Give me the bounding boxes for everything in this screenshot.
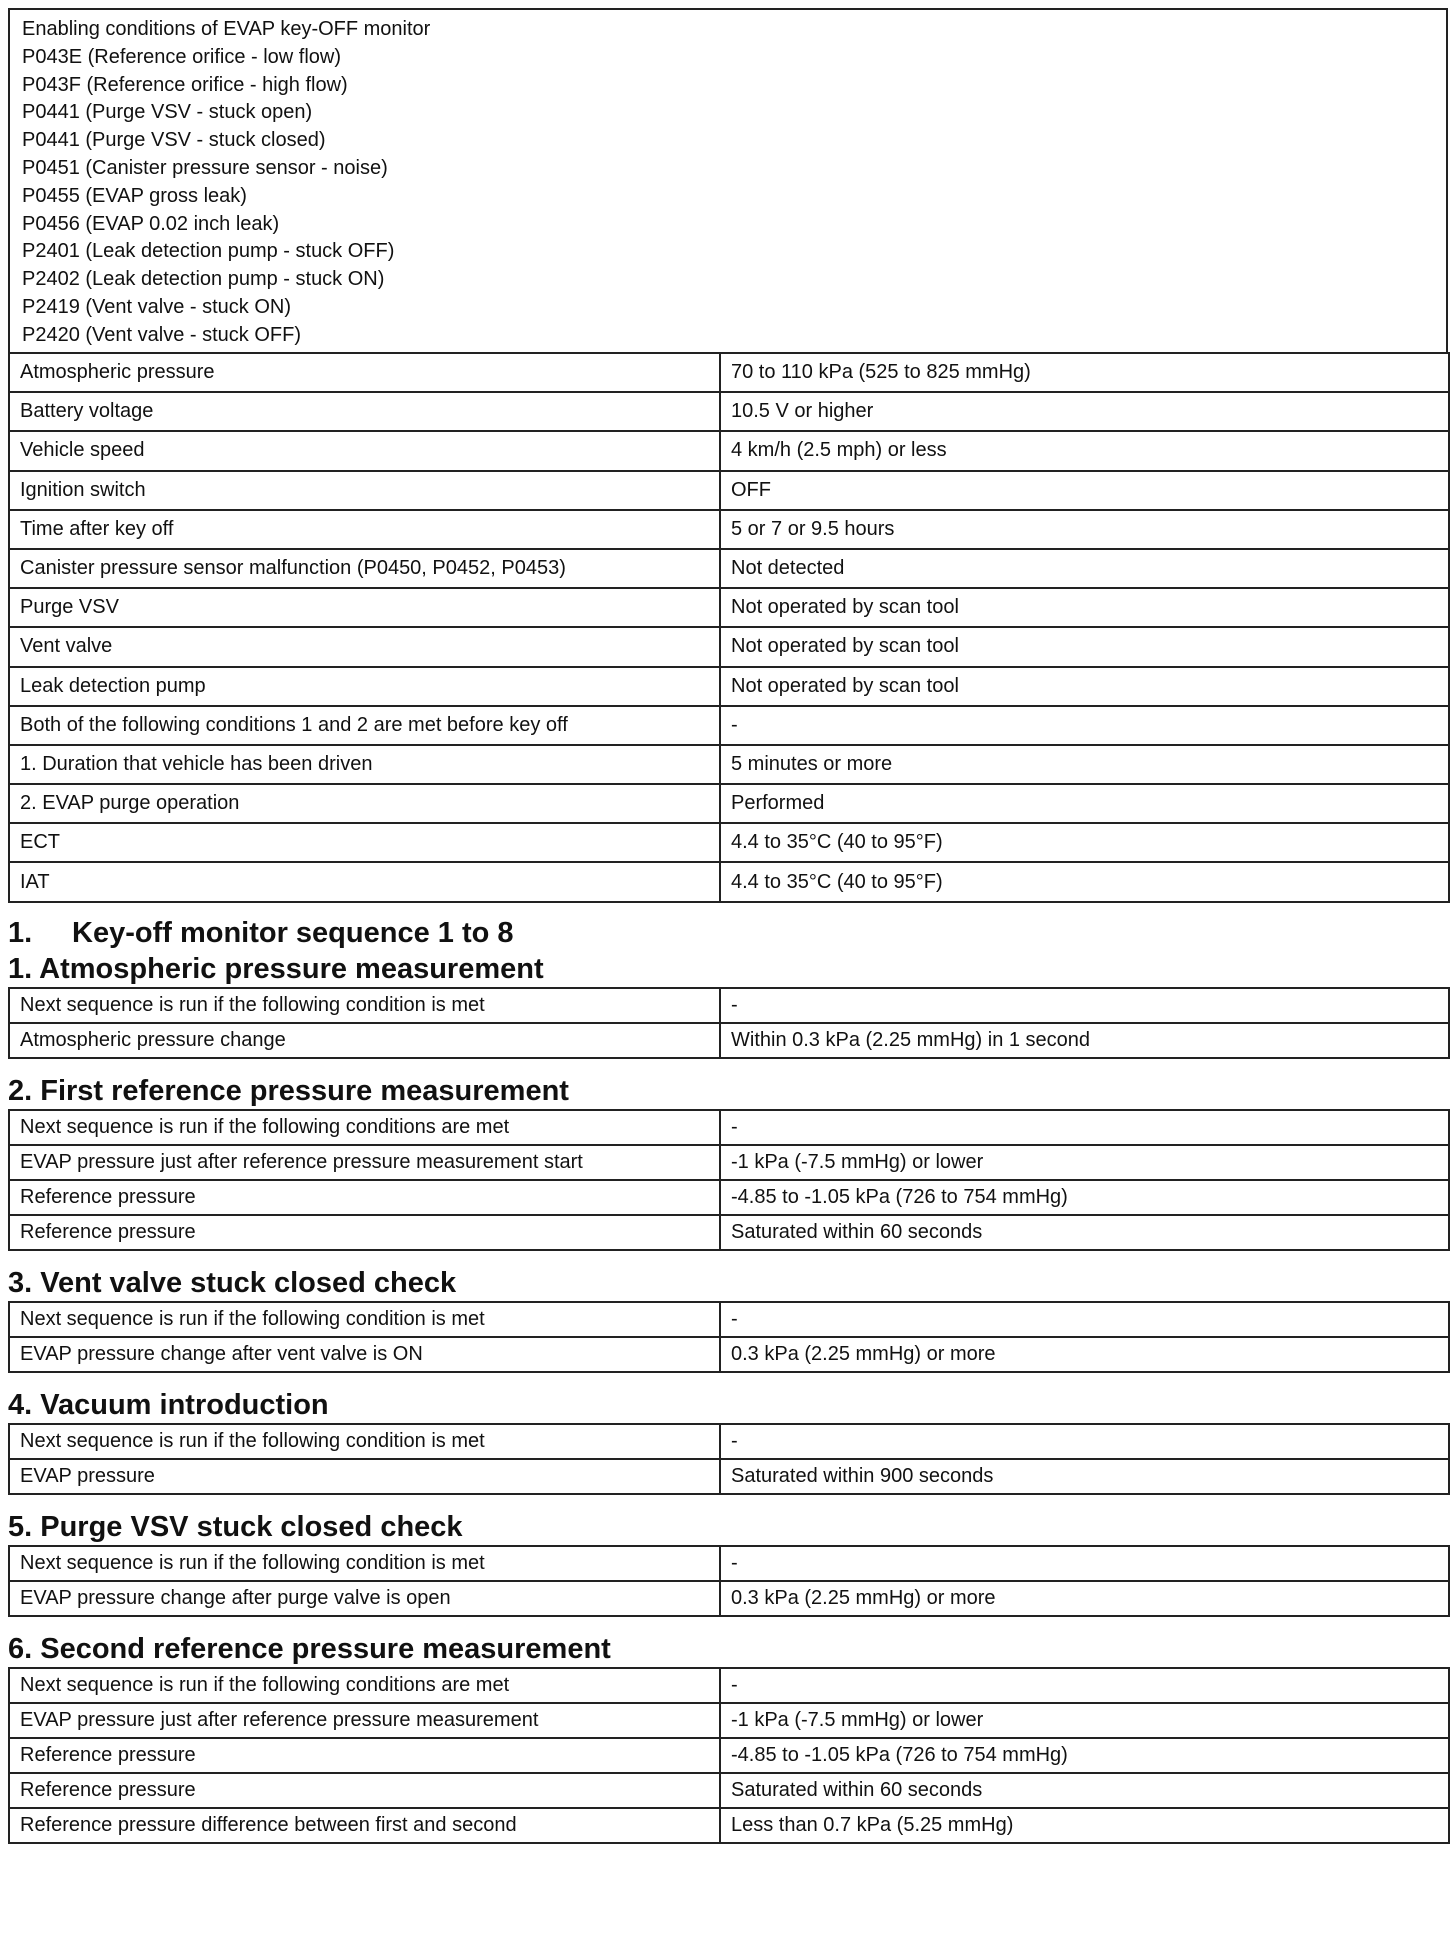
table-row bbox=[9, 431, 1449, 470]
condition-cell: 2. EVAP purge operation bbox=[9, 784, 720, 823]
main-title-number: 1. bbox=[8, 916, 33, 949]
dtc-code-line: P2419 (Vent valve - stuck ON) bbox=[22, 295, 292, 318]
value-cell: - bbox=[720, 1302, 1449, 1337]
value-cell: 4.4 to 35°C (40 to 95°F) bbox=[720, 862, 1449, 901]
section-spacer bbox=[8, 1251, 1448, 1265]
condition-cell: Ignition switch bbox=[9, 471, 720, 510]
value-cell: -1 kPa (-7.5 mmHg) or lower bbox=[720, 1703, 1449, 1738]
value-cell: Saturated within 900 seconds bbox=[720, 1459, 1449, 1494]
condition-cell: Next sequence is run if the following conditions are met bbox=[9, 1110, 720, 1145]
section-table bbox=[8, 1109, 1450, 1251]
condition-cell: Battery voltage bbox=[9, 392, 720, 431]
condition-cell: Time after key off bbox=[9, 510, 720, 549]
document-page bbox=[8, 8, 1448, 1844]
condition-cell: Vent valve bbox=[9, 627, 720, 666]
value-cell: 0.3 kPa (2.25 mmHg) or more bbox=[720, 1337, 1449, 1372]
value-cell: -1 kPa (-7.5 mmHg) or lower bbox=[720, 1145, 1449, 1180]
dtc-code-list bbox=[22, 44, 1434, 350]
value-cell: - bbox=[720, 1668, 1449, 1703]
condition-cell: Purge VSV bbox=[9, 588, 720, 627]
dtc-code-line: P0456 (EVAP 0.02 inch leak) bbox=[22, 212, 280, 235]
value-cell: Not detected bbox=[720, 549, 1449, 588]
condition-cell: 1. Duration that vehicle has been driven bbox=[9, 745, 720, 784]
condition-cell: Atmospheric pressure change bbox=[9, 1023, 720, 1058]
enabling-heading: Enabling conditions of EVAP key-OFF monitor bbox=[22, 18, 431, 40]
section-title: 6. Second reference pressure measurement bbox=[8, 1632, 611, 1665]
condition-cell: Reference pressure difference between first and second bbox=[9, 1808, 720, 1843]
condition-cell: EVAP pressure just after reference pressure measurement bbox=[9, 1703, 720, 1738]
enabling-conditions-table bbox=[8, 352, 1450, 903]
section-title: 3. Vent valve stuck closed check bbox=[8, 1266, 457, 1299]
table-row bbox=[9, 1581, 1449, 1616]
condition-cell: Canister pressure sensor malfunction (P0450, P0452, P0453) bbox=[9, 549, 720, 588]
condition-cell: Both of the following conditions 1 and 2 are met before key off bbox=[9, 706, 720, 745]
value-cell: - bbox=[720, 1110, 1449, 1145]
condition-cell: Atmospheric pressure bbox=[9, 353, 720, 392]
dtc-code-line: P0441 (Purge VSV - stuck closed) bbox=[22, 129, 326, 152]
value-cell: Not operated by scan tool bbox=[720, 588, 1449, 627]
section-table bbox=[8, 1545, 1450, 1617]
section-spacer bbox=[8, 1059, 1448, 1073]
main-title-text: Key-off monitor sequence 1 to 8 bbox=[72, 916, 514, 949]
table-row bbox=[9, 392, 1449, 431]
table-row bbox=[9, 471, 1449, 510]
section-title: 4. Vacuum introduction bbox=[8, 1388, 329, 1421]
section-title: 2. First reference pressure measurement bbox=[8, 1074, 569, 1107]
section-title: 5. Purge VSV stuck closed check bbox=[8, 1510, 463, 1543]
condition-cell: EVAP pressure bbox=[9, 1459, 720, 1494]
value-cell: 4.4 to 35°C (40 to 95°F) bbox=[720, 823, 1449, 862]
value-cell: 10.5 V or higher bbox=[720, 392, 1449, 431]
table-row bbox=[9, 549, 1449, 588]
condition-cell: Next sequence is run if the following condition is met bbox=[9, 1424, 720, 1459]
section-spacer bbox=[8, 1495, 1448, 1509]
table-row bbox=[9, 1546, 1449, 1581]
table-row bbox=[9, 1337, 1449, 1372]
value-cell: Saturated within 60 seconds bbox=[720, 1215, 1449, 1250]
value-cell: 0.3 kPa (2.25 mmHg) or more bbox=[720, 1581, 1449, 1616]
value-cell: 5 or 7 or 9.5 hours bbox=[720, 510, 1449, 549]
table-row bbox=[9, 510, 1449, 549]
table-row bbox=[9, 1668, 1449, 1703]
table-row bbox=[9, 745, 1449, 784]
section-table bbox=[8, 1301, 1450, 1373]
condition-cell: Reference pressure bbox=[9, 1738, 720, 1773]
dtc-code-line: P0455 (EVAP gross leak) bbox=[22, 184, 247, 207]
condition-cell: Vehicle speed bbox=[9, 431, 720, 470]
table-row bbox=[9, 1773, 1449, 1808]
table-row bbox=[9, 784, 1449, 823]
value-cell: Less than 0.7 kPa (5.25 mmHg) bbox=[720, 1808, 1449, 1843]
dtc-code-line: P2402 (Leak detection pump - stuck ON) bbox=[22, 268, 385, 291]
sequence-sections bbox=[8, 951, 1448, 1844]
value-cell: Saturated within 60 seconds bbox=[720, 1773, 1449, 1808]
dtc-code-line: P2420 (Vent valve - stuck OFF) bbox=[22, 323, 301, 346]
dtc-code-line: P043E (Reference orifice - low flow) bbox=[22, 45, 342, 68]
value-cell: Within 0.3 kPa (2.25 mmHg) in 1 second bbox=[720, 1023, 1449, 1058]
table-row bbox=[9, 588, 1449, 627]
value-cell: 4 km/h (2.5 mph) or less bbox=[720, 431, 1449, 470]
table-row bbox=[9, 823, 1449, 862]
sequence-main-title bbox=[8, 915, 1448, 951]
value-cell: Not operated by scan tool bbox=[720, 667, 1449, 706]
value-cell: Performed bbox=[720, 784, 1449, 823]
value-cell: - bbox=[720, 988, 1449, 1023]
value-cell: - bbox=[720, 1424, 1449, 1459]
condition-cell: Leak detection pump bbox=[9, 667, 720, 706]
value-cell: -4.85 to -1.05 kPa (726 to 754 mmHg) bbox=[720, 1180, 1449, 1215]
condition-cell: EVAP pressure change after purge valve is open bbox=[9, 1581, 720, 1616]
section-spacer bbox=[8, 1617, 1448, 1631]
table-row bbox=[9, 1703, 1449, 1738]
section-table bbox=[8, 1423, 1450, 1495]
table-row bbox=[9, 627, 1449, 666]
condition-cell: ECT bbox=[9, 823, 720, 862]
section-title: 1. Atmospheric pressure measurement bbox=[8, 952, 544, 985]
condition-cell: Next sequence is run if the following condition is met bbox=[9, 1302, 720, 1337]
value-cell: - bbox=[720, 1546, 1449, 1581]
condition-cell: Next sequence is run if the following condition is met bbox=[9, 1546, 720, 1581]
table-row bbox=[9, 1110, 1449, 1145]
table-row bbox=[9, 353, 1449, 392]
section-table bbox=[8, 1667, 1450, 1844]
table-row bbox=[9, 1180, 1449, 1215]
dtc-code-line: P2401 (Leak detection pump - stuck OFF) bbox=[22, 240, 395, 263]
value-cell: OFF bbox=[720, 471, 1449, 510]
value-cell: 5 minutes or more bbox=[720, 745, 1449, 784]
table-row bbox=[9, 706, 1449, 745]
value-cell: - bbox=[720, 706, 1449, 745]
table-row bbox=[9, 1424, 1449, 1459]
table-row bbox=[9, 1808, 1449, 1843]
table-row bbox=[9, 1023, 1449, 1058]
condition-cell: EVAP pressure just after reference pressure measurement start bbox=[9, 1145, 720, 1180]
dtc-code-line: P0441 (Purge VSV - stuck open) bbox=[22, 101, 313, 124]
enabling-conditions-header bbox=[8, 8, 1448, 352]
table-row bbox=[9, 862, 1449, 901]
condition-cell: IAT bbox=[9, 862, 720, 901]
condition-cell: Reference pressure bbox=[9, 1215, 720, 1250]
condition-cell: Next sequence is run if the following condition is met bbox=[9, 988, 720, 1023]
condition-cell: Reference pressure bbox=[9, 1180, 720, 1215]
condition-cell: EVAP pressure change after vent valve is ON bbox=[9, 1337, 720, 1372]
section-spacer bbox=[8, 1373, 1448, 1387]
table-row bbox=[9, 1215, 1449, 1250]
value-cell: -4.85 to -1.05 kPa (726 to 754 mmHg) bbox=[720, 1738, 1449, 1773]
table-row bbox=[9, 1145, 1449, 1180]
table-row bbox=[9, 1738, 1449, 1773]
table-row bbox=[9, 667, 1449, 706]
value-cell: 70 to 110 kPa (525 to 825 mmHg) bbox=[720, 353, 1449, 392]
table-row bbox=[9, 988, 1449, 1023]
table-row bbox=[9, 1459, 1449, 1494]
dtc-code-line: P0451 (Canister pressure sensor - noise) bbox=[22, 156, 388, 179]
dtc-code-line: P043F (Reference orifice - high flow) bbox=[22, 73, 348, 96]
table-row bbox=[9, 1302, 1449, 1337]
value-cell: Not operated by scan tool bbox=[720, 627, 1449, 666]
condition-cell: Reference pressure bbox=[9, 1773, 720, 1808]
section-table bbox=[8, 987, 1450, 1059]
condition-cell: Next sequence is run if the following conditions are met bbox=[9, 1668, 720, 1703]
